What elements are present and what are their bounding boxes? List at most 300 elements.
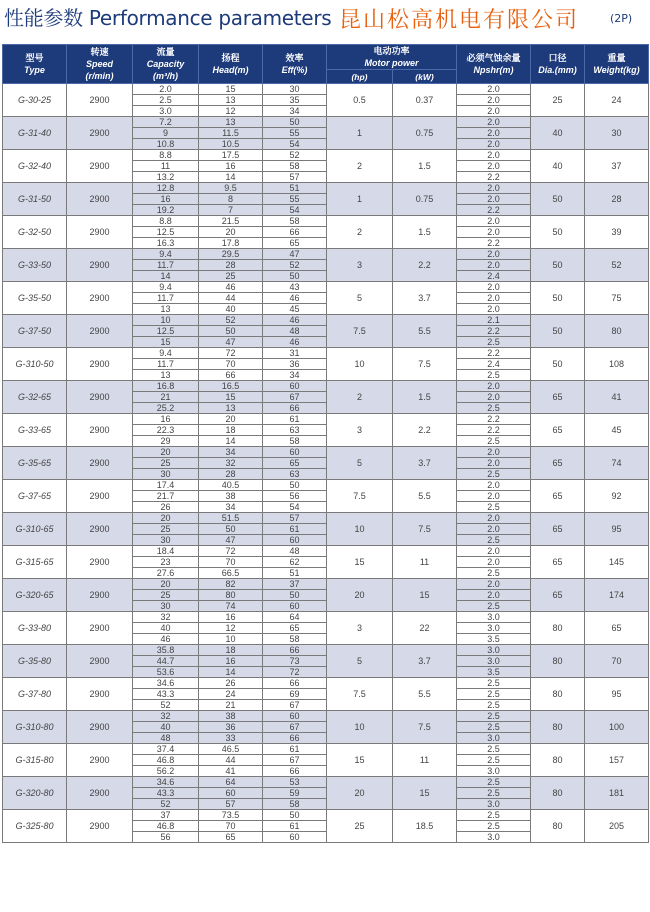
cell-capacity: 18.4 [133,546,199,557]
col-header-motor-power: 电动功率 Motor power [327,45,457,70]
cell-dia: 50 [531,282,585,315]
cell-head: 82 [199,579,263,590]
cell-speed: 2900 [67,711,133,744]
cell-capacity: 13 [133,304,199,315]
col-header-hp: (hp) [327,70,393,84]
cell-head: 38 [199,711,263,722]
cell-capacity: 14 [133,271,199,282]
cell-eff: 45 [263,304,327,315]
cell-capacity: 32 [133,612,199,623]
cell-eff: 63 [263,469,327,480]
cell-eff: 60 [263,832,327,843]
cell-npshr: 3.5 [457,634,531,645]
cell-kw: 1.5 [393,381,457,414]
table-row [3,183,649,194]
cell-dia: 80 [531,711,585,744]
cell-capacity: 16 [133,414,199,425]
cell-hp: 5 [327,282,393,315]
cell-eff: 57 [263,172,327,183]
cell-weight: 75 [585,282,649,315]
cell-eff: 60 [263,711,327,722]
cell-head: 12 [199,106,263,117]
cell-npshr: 2.0 [457,293,531,304]
cell-npshr: 2.0 [457,95,531,106]
cell-dia: 50 [531,249,585,282]
cell-dia: 80 [531,777,585,810]
col-header-weight: 重量 Weight(kg) [585,45,649,84]
cell-capacity: 12.8 [133,183,199,194]
cell-npshr: 2.0 [457,513,531,524]
cell-eff: 54 [263,139,327,150]
cell-npshr: 2.5 [457,777,531,788]
cell-weight: 28 [585,183,649,216]
cell-weight: 100 [585,711,649,744]
cell-head: 34 [199,447,263,458]
cell-weight: 205 [585,810,649,843]
cell-eff: 60 [263,447,327,458]
col-header-dia: 口径 Dia.(mm) [531,45,585,84]
cell-capacity: 8.8 [133,216,199,227]
cell-head: 9.5 [199,183,263,194]
cell-npshr: 2.5 [457,821,531,832]
cell-capacity: 2.0 [133,84,199,95]
cell-npshr: 2.5 [457,601,531,612]
table-row [3,744,649,755]
cell-type: G-32-50 [3,216,67,249]
cell-capacity: 56.2 [133,766,199,777]
cell-capacity: 30 [133,469,199,480]
cell-eff: 69 [263,689,327,700]
cell-eff: 67 [263,722,327,733]
cell-eff: 61 [263,524,327,535]
cell-kw: 5.5 [393,315,457,348]
table-row [3,678,649,689]
cell-eff: 61 [263,821,327,832]
cell-capacity: 35.8 [133,645,199,656]
cell-kw: 3.7 [393,282,457,315]
cell-dia: 25 [531,84,585,117]
cell-eff: 46 [263,315,327,326]
cell-eff: 30 [263,84,327,95]
cell-capacity: 12.5 [133,227,199,238]
table-row [3,612,649,623]
cell-hp: 20 [327,579,393,612]
cell-kw: 0.37 [393,84,457,117]
table-row [3,150,649,161]
cell-npshr: 2.0 [457,282,531,293]
cell-speed: 2900 [67,678,133,711]
cell-npshr: 3.0 [457,832,531,843]
cell-speed: 2900 [67,150,133,183]
cell-speed: 2900 [67,579,133,612]
cell-npshr: 2.2 [457,348,531,359]
cell-dia: 40 [531,150,585,183]
cell-capacity: 16 [133,194,199,205]
cell-capacity: 46.8 [133,821,199,832]
cell-npshr: 2.2 [457,414,531,425]
cell-capacity: 11.7 [133,359,199,370]
cell-type: G-320-65 [3,579,67,612]
cell-type: G-37-80 [3,678,67,711]
cell-head: 20 [199,227,263,238]
cell-speed: 2900 [67,348,133,381]
cell-head: 16.5 [199,381,263,392]
cell-npshr: 2.0 [457,392,531,403]
cell-dia: 65 [531,447,585,480]
cell-eff: 48 [263,326,327,337]
cell-eff: 31 [263,348,327,359]
cell-dia: 80 [531,744,585,777]
cell-npshr: 2.0 [457,579,531,590]
cell-capacity: 23 [133,557,199,568]
cell-dia: 50 [531,348,585,381]
cell-hp: 3 [327,249,393,282]
cell-eff: 65 [263,238,327,249]
cell-weight: 52 [585,249,649,282]
cell-weight: 45 [585,414,649,447]
cell-weight: 174 [585,579,649,612]
cell-npshr: 2.0 [457,480,531,491]
cell-hp: 10 [327,711,393,744]
cell-dia: 65 [531,546,585,579]
cell-type: G-33-80 [3,612,67,645]
cell-head: 46 [199,282,263,293]
cell-capacity: 20 [133,513,199,524]
cell-head: 50 [199,524,263,535]
cell-hp: 2 [327,216,393,249]
cell-kw: 7.5 [393,513,457,546]
cell-head: 32 [199,458,263,469]
col-header-capacity: 流量 Capacity (m³/h) [133,45,199,84]
cell-npshr: 2.0 [457,260,531,271]
cell-eff: 66 [263,733,327,744]
cell-npshr: 2.5 [457,436,531,447]
cell-type: G-310-50 [3,348,67,381]
cell-kw: 11 [393,546,457,579]
cell-eff: 58 [263,161,327,172]
cell-eff: 60 [263,601,327,612]
cell-kw: 18.5 [393,810,457,843]
cell-capacity: 11.7 [133,293,199,304]
cell-eff: 43 [263,282,327,293]
cell-type: G-35-50 [3,282,67,315]
cell-capacity: 9 [133,128,199,139]
cell-head: 66.5 [199,568,263,579]
cell-hp: 1 [327,183,393,216]
cell-eff: 61 [263,414,327,425]
cell-type: G-32-65 [3,381,67,414]
col-header-npshr: 必须气蚀余量 Npshr(m) [457,45,531,84]
cell-head: 33 [199,733,263,744]
cell-capacity: 11 [133,161,199,172]
cell-weight: 30 [585,117,649,150]
cell-type: G-310-80 [3,711,67,744]
cell-speed: 2900 [67,645,133,678]
cell-head: 36 [199,722,263,733]
cell-dia: 80 [531,612,585,645]
cell-head: 16 [199,612,263,623]
cell-eff: 66 [263,678,327,689]
cell-hp: 10 [327,513,393,546]
cell-npshr: 2.5 [457,788,531,799]
cell-head: 72 [199,546,263,557]
cell-weight: 65 [585,612,649,645]
cell-head: 28 [199,260,263,271]
cell-type: G-315-65 [3,546,67,579]
cell-capacity: 16.8 [133,381,199,392]
cell-eff: 66 [263,227,327,238]
cell-kw: 5.5 [393,480,457,513]
cell-type: G-315-80 [3,744,67,777]
cell-npshr: 2.0 [457,557,531,568]
cell-speed: 2900 [67,513,133,546]
table-row [3,777,649,788]
cell-kw: 2.2 [393,414,457,447]
cell-speed: 2900 [67,612,133,645]
cell-eff: 66 [263,403,327,414]
cell-capacity: 17.4 [133,480,199,491]
cell-capacity: 25 [133,458,199,469]
cell-head: 52 [199,315,263,326]
cell-head: 34 [199,502,263,513]
cell-capacity: 37.4 [133,744,199,755]
cell-capacity: 56 [133,832,199,843]
cell-npshr: 2.5 [457,469,531,480]
cell-weight: 24 [585,84,649,117]
cell-kw: 1.5 [393,150,457,183]
cell-head: 16 [199,161,263,172]
cell-weight: 39 [585,216,649,249]
cell-head: 74 [199,601,263,612]
cell-head: 57 [199,799,263,810]
cell-npshr: 3.5 [457,667,531,678]
cell-head: 80 [199,590,263,601]
cell-head: 20 [199,414,263,425]
cell-npshr: 2.1 [457,315,531,326]
cell-capacity: 9.4 [133,348,199,359]
cell-npshr: 2.0 [457,150,531,161]
cell-head: 70 [199,821,263,832]
cell-speed: 2900 [67,480,133,513]
cell-eff: 52 [263,260,327,271]
cell-head: 28 [199,469,263,480]
cell-head: 8 [199,194,263,205]
cell-head: 14 [199,667,263,678]
cell-kw: 11 [393,744,457,777]
cell-capacity: 30 [133,601,199,612]
cell-type: G-310-65 [3,513,67,546]
cell-npshr: 3.0 [457,656,531,667]
cell-capacity: 20 [133,579,199,590]
cell-eff: 61 [263,744,327,755]
cell-capacity: 20 [133,447,199,458]
cell-dia: 40 [531,117,585,150]
cell-eff: 58 [263,436,327,447]
cell-eff: 54 [263,205,327,216]
cell-eff: 48 [263,546,327,557]
cell-npshr: 2.0 [457,546,531,557]
cell-npshr: 2.5 [457,810,531,821]
cell-kw: 0.75 [393,117,457,150]
cell-eff: 37 [263,579,327,590]
cell-head: 14 [199,172,263,183]
cell-kw: 7.5 [393,711,457,744]
table-row [3,381,649,392]
cell-eff: 50 [263,117,327,128]
cell-weight: 95 [585,513,649,546]
cell-eff: 50 [263,810,327,821]
table-row [3,249,649,260]
cell-npshr: 2.4 [457,271,531,282]
cell-kw: 3.7 [393,645,457,678]
cell-eff: 58 [263,216,327,227]
cell-type: G-32-40 [3,150,67,183]
cell-npshr: 3.0 [457,766,531,777]
cell-npshr: 3.0 [457,645,531,656]
cell-npshr: 2.5 [457,678,531,689]
cell-capacity: 9.4 [133,282,199,293]
cell-capacity: 40 [133,722,199,733]
cell-capacity: 34.6 [133,678,199,689]
cell-eff: 34 [263,106,327,117]
cell-kw: 3.7 [393,447,457,480]
cell-weight: 92 [585,480,649,513]
cell-speed: 2900 [67,447,133,480]
cell-weight: 74 [585,447,649,480]
col-header-head: 扬程 Head(m) [199,45,263,84]
cell-npshr: 2.0 [457,304,531,315]
cell-hp: 1 [327,117,393,150]
table-row [3,315,649,326]
cell-npshr: 2.0 [457,447,531,458]
table-row [3,480,649,491]
cell-kw: 22 [393,612,457,645]
cell-eff: 64 [263,612,327,623]
cell-capacity: 43.3 [133,689,199,700]
cell-npshr: 2.5 [457,755,531,766]
cell-npshr: 3.0 [457,799,531,810]
cell-npshr: 3.0 [457,623,531,634]
cell-speed: 2900 [67,546,133,579]
cell-head: 51.5 [199,513,263,524]
cell-head: 65 [199,832,263,843]
cell-weight: 80 [585,315,649,348]
cell-head: 41 [199,766,263,777]
pole-tag: (2P) [610,12,633,25]
cell-speed: 2900 [67,777,133,810]
cell-capacity: 25 [133,590,199,601]
cell-speed: 2900 [67,84,133,117]
cell-capacity: 25.2 [133,403,199,414]
cell-npshr: 2.0 [457,139,531,150]
cell-eff: 55 [263,128,327,139]
cell-dia: 65 [531,579,585,612]
cell-npshr: 2.2 [457,326,531,337]
cell-capacity: 34.6 [133,777,199,788]
cell-hp: 5 [327,447,393,480]
cell-eff: 36 [263,359,327,370]
cell-capacity: 13.2 [133,172,199,183]
col-header-speed: 转速 Speed (r/min) [67,45,133,84]
cell-speed: 2900 [67,381,133,414]
cell-head: 24 [199,689,263,700]
cell-npshr: 2.5 [457,502,531,513]
table-row [3,546,649,557]
cell-hp: 0.5 [327,84,393,117]
cell-capacity: 27.6 [133,568,199,579]
cell-npshr: 2.5 [457,568,531,579]
cell-npshr: 2.5 [457,370,531,381]
cell-speed: 2900 [67,414,133,447]
cell-npshr: 2.5 [457,337,531,348]
cell-hp: 10 [327,348,393,381]
cell-npshr: 2.0 [457,227,531,238]
cell-speed: 2900 [67,315,133,348]
cell-head: 70 [199,557,263,568]
cell-capacity: 52 [133,799,199,810]
cell-capacity: 10 [133,315,199,326]
cell-eff: 51 [263,568,327,579]
cell-hp: 2 [327,150,393,183]
cell-capacity: 21.7 [133,491,199,502]
page-title: 性能参数 Performance parameters [4,6,332,30]
cell-npshr: 2.0 [457,381,531,392]
cell-hp: 25 [327,810,393,843]
cell-eff: 47 [263,249,327,260]
cell-head: 26 [199,678,263,689]
cell-dia: 80 [531,645,585,678]
cell-eff: 66 [263,645,327,656]
cell-speed: 2900 [67,282,133,315]
cell-npshr: 2.0 [457,161,531,172]
cell-dia: 80 [531,810,585,843]
cell-capacity: 2.5 [133,95,199,106]
cell-type: G-33-65 [3,414,67,447]
cell-capacity: 26 [133,502,199,513]
cell-head: 11.5 [199,128,263,139]
cell-eff: 35 [263,95,327,106]
cell-npshr: 2.5 [457,722,531,733]
performance-table [2,44,649,843]
cell-hp: 7.5 [327,480,393,513]
cell-npshr: 2.0 [457,590,531,601]
cell-npshr: 2.5 [457,711,531,722]
cell-head: 10.5 [199,139,263,150]
cell-eff: 56 [263,491,327,502]
cell-eff: 65 [263,458,327,469]
cell-kw: 15 [393,579,457,612]
col-header-kw: (kW) [393,70,457,84]
cell-eff: 34 [263,370,327,381]
cell-capacity: 53.6 [133,667,199,678]
cell-speed: 2900 [67,744,133,777]
cell-head: 12 [199,623,263,634]
cell-head: 13 [199,403,263,414]
cell-head: 40.5 [199,480,263,491]
cell-capacity: 11.7 [133,260,199,271]
cell-weight: 41 [585,381,649,414]
cell-head: 14 [199,436,263,447]
header-row-1 [3,45,649,70]
page-header [0,0,650,42]
cell-kw: 1.5 [393,216,457,249]
cell-capacity: 40 [133,623,199,634]
cell-eff: 73 [263,656,327,667]
table-row [3,348,649,359]
cell-eff: 67 [263,392,327,403]
cell-npshr: 2.0 [457,524,531,535]
cell-capacity: 21 [133,392,199,403]
